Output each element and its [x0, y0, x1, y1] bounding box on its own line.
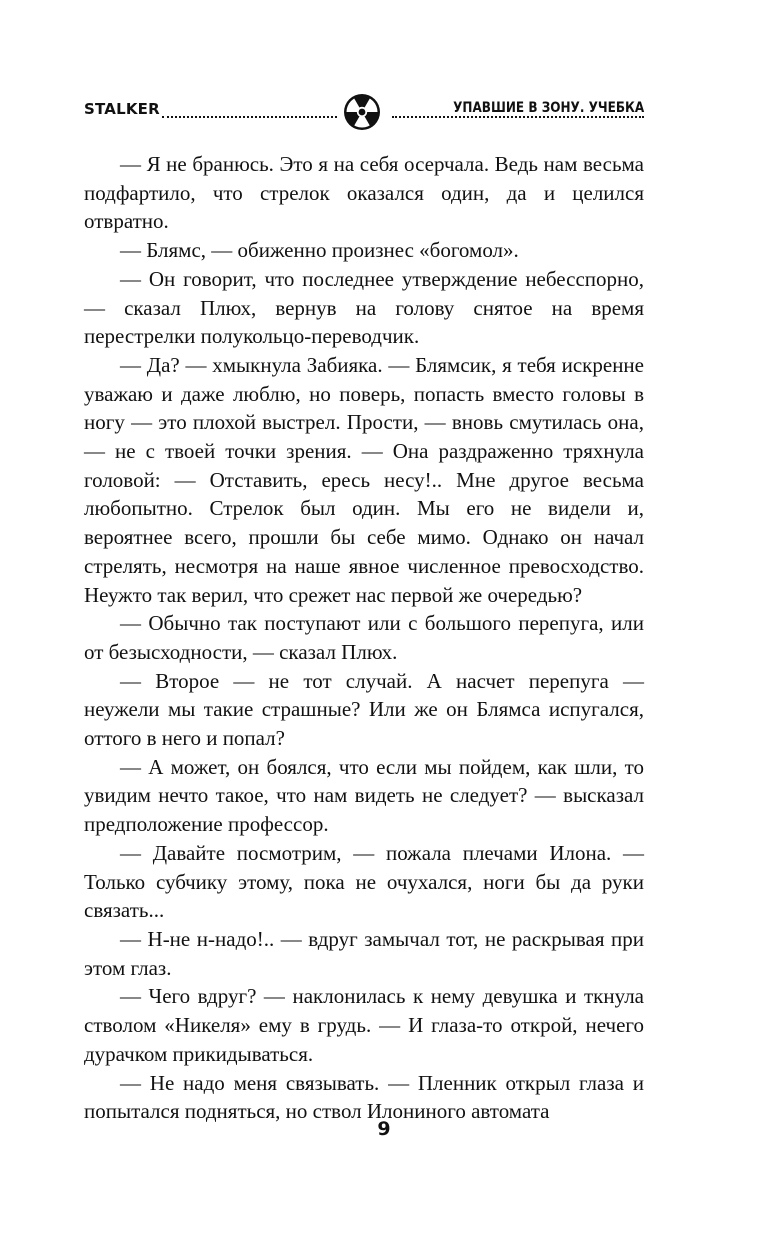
paragraph: — Да? — хмыкнула Забияка. — Блямсик, я тебя искренне уважаю и даже люблю, но поверь, попасть вместо головы в ногу — это плохой выстрел. Прости, — вновь смутилась она, — не с твоей точки зрения. — Она раздраженно тряхнула головой: — Отставить, ересь несу!.. Мне другое весьма любопытно. Стрелок был один. Мы его не видели и, вероятнее всего, прошли бы себе мимо. Однако он начал стрелять, несмотря на наше явное численное превосходство. Неужто так верил, что срежет нас первой же очередью?: [84, 352, 644, 607]
series-title: УПАВШИЕ В ЗОНУ. УЧЕБКА: [452, 100, 644, 116]
paragraph: — Н-не н-надо!.. — вдруг замычал тот, не раскрывая при этом глаз.: [84, 926, 644, 980]
paragraph: — А может, он боялся, что если мы пойдем, как шли, то увидим нечто такое, что нам видеть не следует? — высказал предположение профессор.: [84, 754, 644, 837]
radiation-icon: [342, 92, 382, 132]
paragraph: — Он говорит, что последнее утверждение небесспорно, — сказал Плюх, вернув на голову снятое на время перестрелки полукольцо-переводчик.: [84, 266, 644, 349]
paragraph: — Я не бранюсь. Это я на себя осерчала. Ведь нам весьма подфартило, что стрелок оказался один, да и целился отвратно.: [84, 152, 644, 234]
header-dotted-rule-left: [162, 116, 337, 118]
book-text: [84, 150, 644, 1126]
paragraph: — Давайте посмотрим, — пожала плечами Илона. — Только субчику этому, пока не очухался, ноги бы да руки связать...: [84, 840, 644, 923]
running-header: [84, 92, 644, 132]
brand-title: STALKER: [84, 100, 160, 118]
paragraph: — Блямс, — обиженно произнес «богомол».: [120, 238, 519, 263]
paragraph: — Не надо меня связывать. — Пленник открыл глаза и попытался подняться, но ствол Илониного автомата: [84, 1070, 644, 1124]
paragraph: — Обычно так поступают или с большого перепуга, или от безысходности, — сказал Плюх.: [84, 611, 644, 664]
paragraph: — Второе — не тот случай. А насчет перепуга — неужели мы такие страшные? Или же он Блямса испугался, оттого в него и попал?: [84, 668, 644, 751]
page-number: 9: [377, 1118, 391, 1140]
paragraph: — Чего вдруг? — наклонилась к нему девушка и ткнула стволом «Никеля» ему в грудь. — И глаза-то открой, нечего дурачком прикидываться.: [84, 984, 644, 1066]
header-dotted-rule-right: [392, 116, 644, 118]
